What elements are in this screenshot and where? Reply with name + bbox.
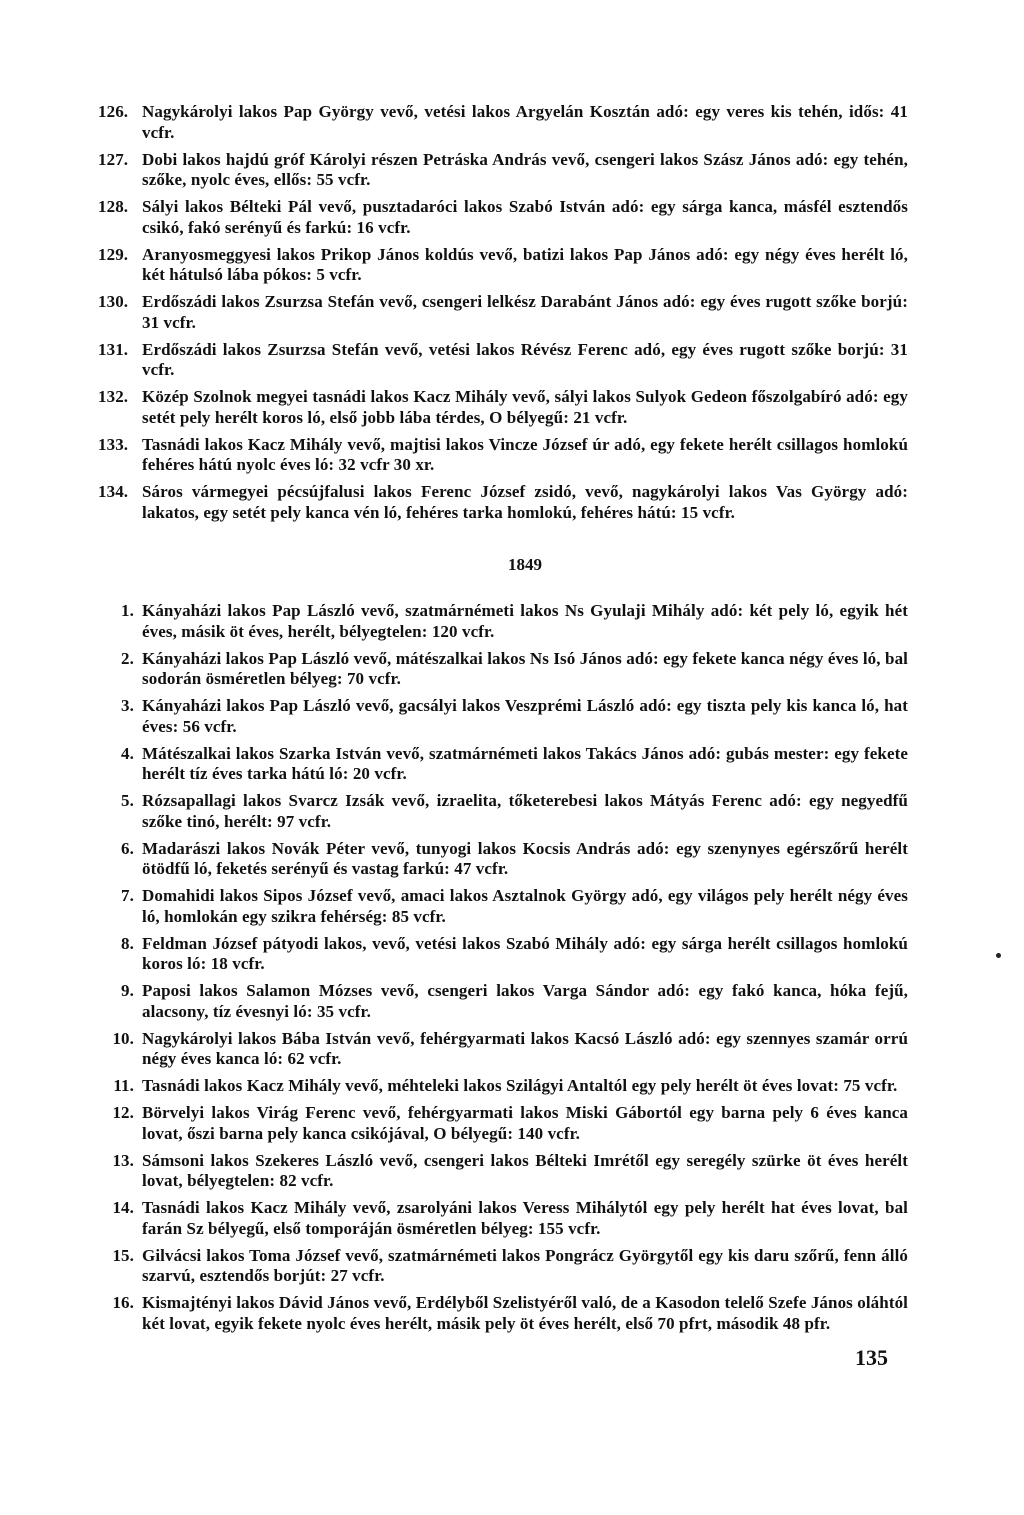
entry-number: 7. [121, 886, 134, 905]
entry-text: Erdőszádi lakos Zsurzsa Stefán vevő, vetési lakos Révész Ferenc adó, egy éves rugott szőke borjú: 31 vcfr. [142, 339, 908, 379]
list-item [98, 482, 908, 523]
entry-text: Paposi lakos Salamon Mózses vevő, csengeri lakos Varga Sándor adó: egy fakó kanca, hóka fejű, alacsony, tíz évesnyi ló: 35 vcfr. [142, 981, 908, 1021]
entry-text: Kányaházi lakos Pap László vevő, gacsályi lakos Veszprémi László adó: egy tiszta pely kis kanca ló, hat éves: 56 vcfr. [142, 696, 908, 736]
entry-text: Madarászi lakos Novák Péter vevő, tunyogi lakos Kocsis András adó: egy szenynyes egérszőrű herélt ötödfű ló, feketés serényű és vastag farkú: 47 vcfr. [142, 838, 908, 878]
list-item [98, 934, 908, 975]
list-item [98, 150, 908, 191]
page-number: 135 [855, 1345, 888, 1370]
list-item [98, 744, 908, 785]
entry-number: 131. [98, 339, 129, 359]
year-heading: 1849 [508, 555, 542, 574]
entry-text: Kismajtényi lakos Dávid János vevő, Erdélyből Szelistyéről való, de a Kasodon telelő Szefe János oláhtól két lovat, egyik fekete nyolc éves herélt, másik pely öt éves herélt, első 70 pfrt, második 48 pfr. [142, 1293, 908, 1333]
list-item [98, 1293, 908, 1334]
entry-number: 1. [121, 601, 134, 620]
entry-number: 8. [121, 933, 134, 953]
list-item [98, 1246, 908, 1287]
entry-number: 130. [98, 292, 129, 311]
entry-number: 6. [121, 838, 134, 858]
entry-text: Tasnádi lakos Kacz Mihály vevő, majtisi lakos Vincze József úr adó, egy fekete herélt csillagos homlokú fehéres hátú nyolc éves ló: 32 vcfr 30 xr. [142, 434, 908, 474]
list-item [98, 791, 908, 832]
entry-number: 126. [98, 102, 129, 121]
list-item [98, 435, 908, 476]
entry-text: Mátészalkai lakos Szarka István vevő, szatmárnémeti lakos Takács János adó: gubás mester: egy fekete herélt tíz éves tarka hátú ló: 20 vcfr. [142, 743, 908, 783]
list-item [98, 696, 908, 737]
list-item [98, 197, 908, 238]
entry-list-1849 [98, 601, 908, 1334]
entry-number: 5. [121, 791, 134, 810]
entry-number: 129. [98, 244, 129, 264]
entry-text: Domahidi lakos Sipos József vevő, amaci lakos Asztalnok György adó, egy világos pely herélt négy éves ló, homlokán egy szikra fehérség: 85 vcfr. [142, 886, 908, 926]
entry-text: Rózsapallagi lakos Svarcz Izsák vevő, izraelita, tőketerebesi lakos Mátyás Ferenc adó: egy negyedfű szőke tinó, herélt: 97 vcfr. [142, 791, 908, 831]
list-item [98, 1076, 908, 1097]
entry-number: 13. [112, 1150, 134, 1170]
entry-number: 9. [121, 981, 134, 1000]
entry-number: 14. [112, 1198, 134, 1217]
entry-number: 3. [121, 696, 134, 715]
entry-number: 4. [121, 743, 134, 763]
entry-text: Gilvácsi lakos Toma József vevő, szatmárnémeti lakos Pongrácz Györgytől egy kis daru szőrű, fenn álló szarvú, esztendős borjút: 27 vcfr. [142, 1245, 908, 1285]
entry-text: Feldman József pátyodi lakos, vevő, vetési lakos Szabó Mihály adó: egy sárga herélt csillagos homlokú koros ló: 18 vcfr. [142, 933, 908, 973]
list-item [98, 1198, 908, 1239]
entry-text: Börvelyi lakos Virág Ferenc vevő, fehérgyarmati lakos Miski Gábortól egy barna pely 6 éves kanca lovat, őszi barna pely kanca csikójával, O bélyegű: 140 vcfr. [142, 1103, 908, 1143]
list-item [98, 102, 908, 143]
list-item [98, 292, 908, 333]
entry-text: Tasnádi lakos Kacz Mihály vevő, zsarolyáni lakos Veress Mihálytól egy pely herélt hat éves lovat, bal farán Sz bélyegű, első tomporáján ösméretlen bélyeg: 155 vcfr. [142, 1198, 908, 1238]
entry-text: Aranyosmeggyesi lakos Prikop János koldús vevő, batizi lakos Pap János adó: egy négy éves herélt ló, két hátulsó lába pókos: 5 vcfr. [142, 244, 908, 284]
entry-number: 11. [113, 1076, 134, 1095]
entry-number: 132. [98, 387, 129, 406]
entry-number: 2. [121, 648, 134, 668]
list-item [98, 245, 908, 286]
entry-number: 12. [112, 1103, 134, 1122]
entry-number: 15. [112, 1245, 134, 1265]
entry-number: 133. [98, 434, 129, 454]
list-item [98, 1103, 908, 1144]
entry-number: 134. [98, 482, 129, 501]
list-item [98, 387, 908, 428]
entry-text: Nagykárolyi lakos Pap György vevő, vetési lakos Argyelán Kosztán adó: egy veres kis tehén, idős: 41 vcfr. [142, 102, 908, 142]
entry-text: Közép Szolnok megyei tasnádi lakos Kacz Mihály vevő, sályi lakos Sulyok Gedeon főszolgabíró adó: egy setét pely herélt koros ló, első jobb lába térdes, O bélyegű: 21 vcfr. [142, 387, 908, 427]
entry-text: Erdőszádi lakos Zsurzsa Stefán vevő, csengeri lelkész Darabánt János adó: egy éves rugott szőke borjú: 31 vcfr. [142, 292, 908, 332]
list-item [98, 839, 908, 880]
entry-text: Sáros vármegyei pécsújfalusi lakos Ferenc József zsidó, vevő, nagykárolyi lakos Vas György adó: lakatos, egy setét pely kanca vén ló, fehéres tarka homlokú, fehéres hátú: 15 vcfr. [142, 482, 908, 522]
list-item [98, 1029, 908, 1070]
list-item [98, 649, 908, 690]
entry-text: Nagykárolyi lakos Bába István vevő, fehérgyarmati lakos Kacsó László adó: egy szennyes szamár orrú négy éves kanca ló: 62 vcfr. [142, 1028, 908, 1068]
entry-text: Dobi lakos hajdú gróf Károlyi részen Petráska András vevő, csengeri lakos Szász János adó: egy tehén, szőke, nyolc éves, ellős: 55 vcfr. [142, 149, 908, 189]
list-item [98, 1151, 908, 1192]
entry-text: Kányaházi lakos Pap László vevő, mátészalkai lakos Ns Isó János adó: egy fekete kanca négy éves ló, bal sodorán ösméretlen bélyeg: 70 vcfr. [142, 648, 908, 688]
entry-text: Sámsoni lakos Szekeres László vevő, csengeri lakos Bélteki Imrétől egy seregély szürke öt éves herélt lovat, bélyegtelen: 82 vcfr. [142, 1150, 908, 1190]
entry-text: Tasnádi lakos Kacz Mihály vevő, méhteleki lakos Szilágyi Antaltól egy pely herélt öt éves lovat: 75 vcfr. [142, 1076, 898, 1095]
list-item [98, 981, 908, 1022]
document-page [98, 102, 908, 1341]
entry-text: Kányaházi lakos Pap László vevő, szatmárnémeti lakos Ns Gyulaji Mihály adó: két pely ló, egyik hét éves, másik öt éves, herélt, bélyegtelen: 120 vcfr. [142, 601, 908, 641]
entry-number: 16. [112, 1293, 134, 1312]
list-item [98, 886, 908, 927]
list-item [98, 601, 908, 642]
margin-speck [996, 953, 1001, 958]
entry-text: Sályi lakos Bélteki Pál vevő, pusztadaróci lakos Szabó István adó: egy sárga kanca, másfél esztendős csikó, fakó serényű és farkú: 16 vcfr. [142, 197, 908, 237]
entry-number: 10. [112, 1028, 134, 1048]
entry-list-1848 [98, 102, 908, 523]
entry-number: 127. [98, 149, 129, 169]
list-item [98, 340, 908, 381]
entry-number: 128. [98, 197, 129, 216]
